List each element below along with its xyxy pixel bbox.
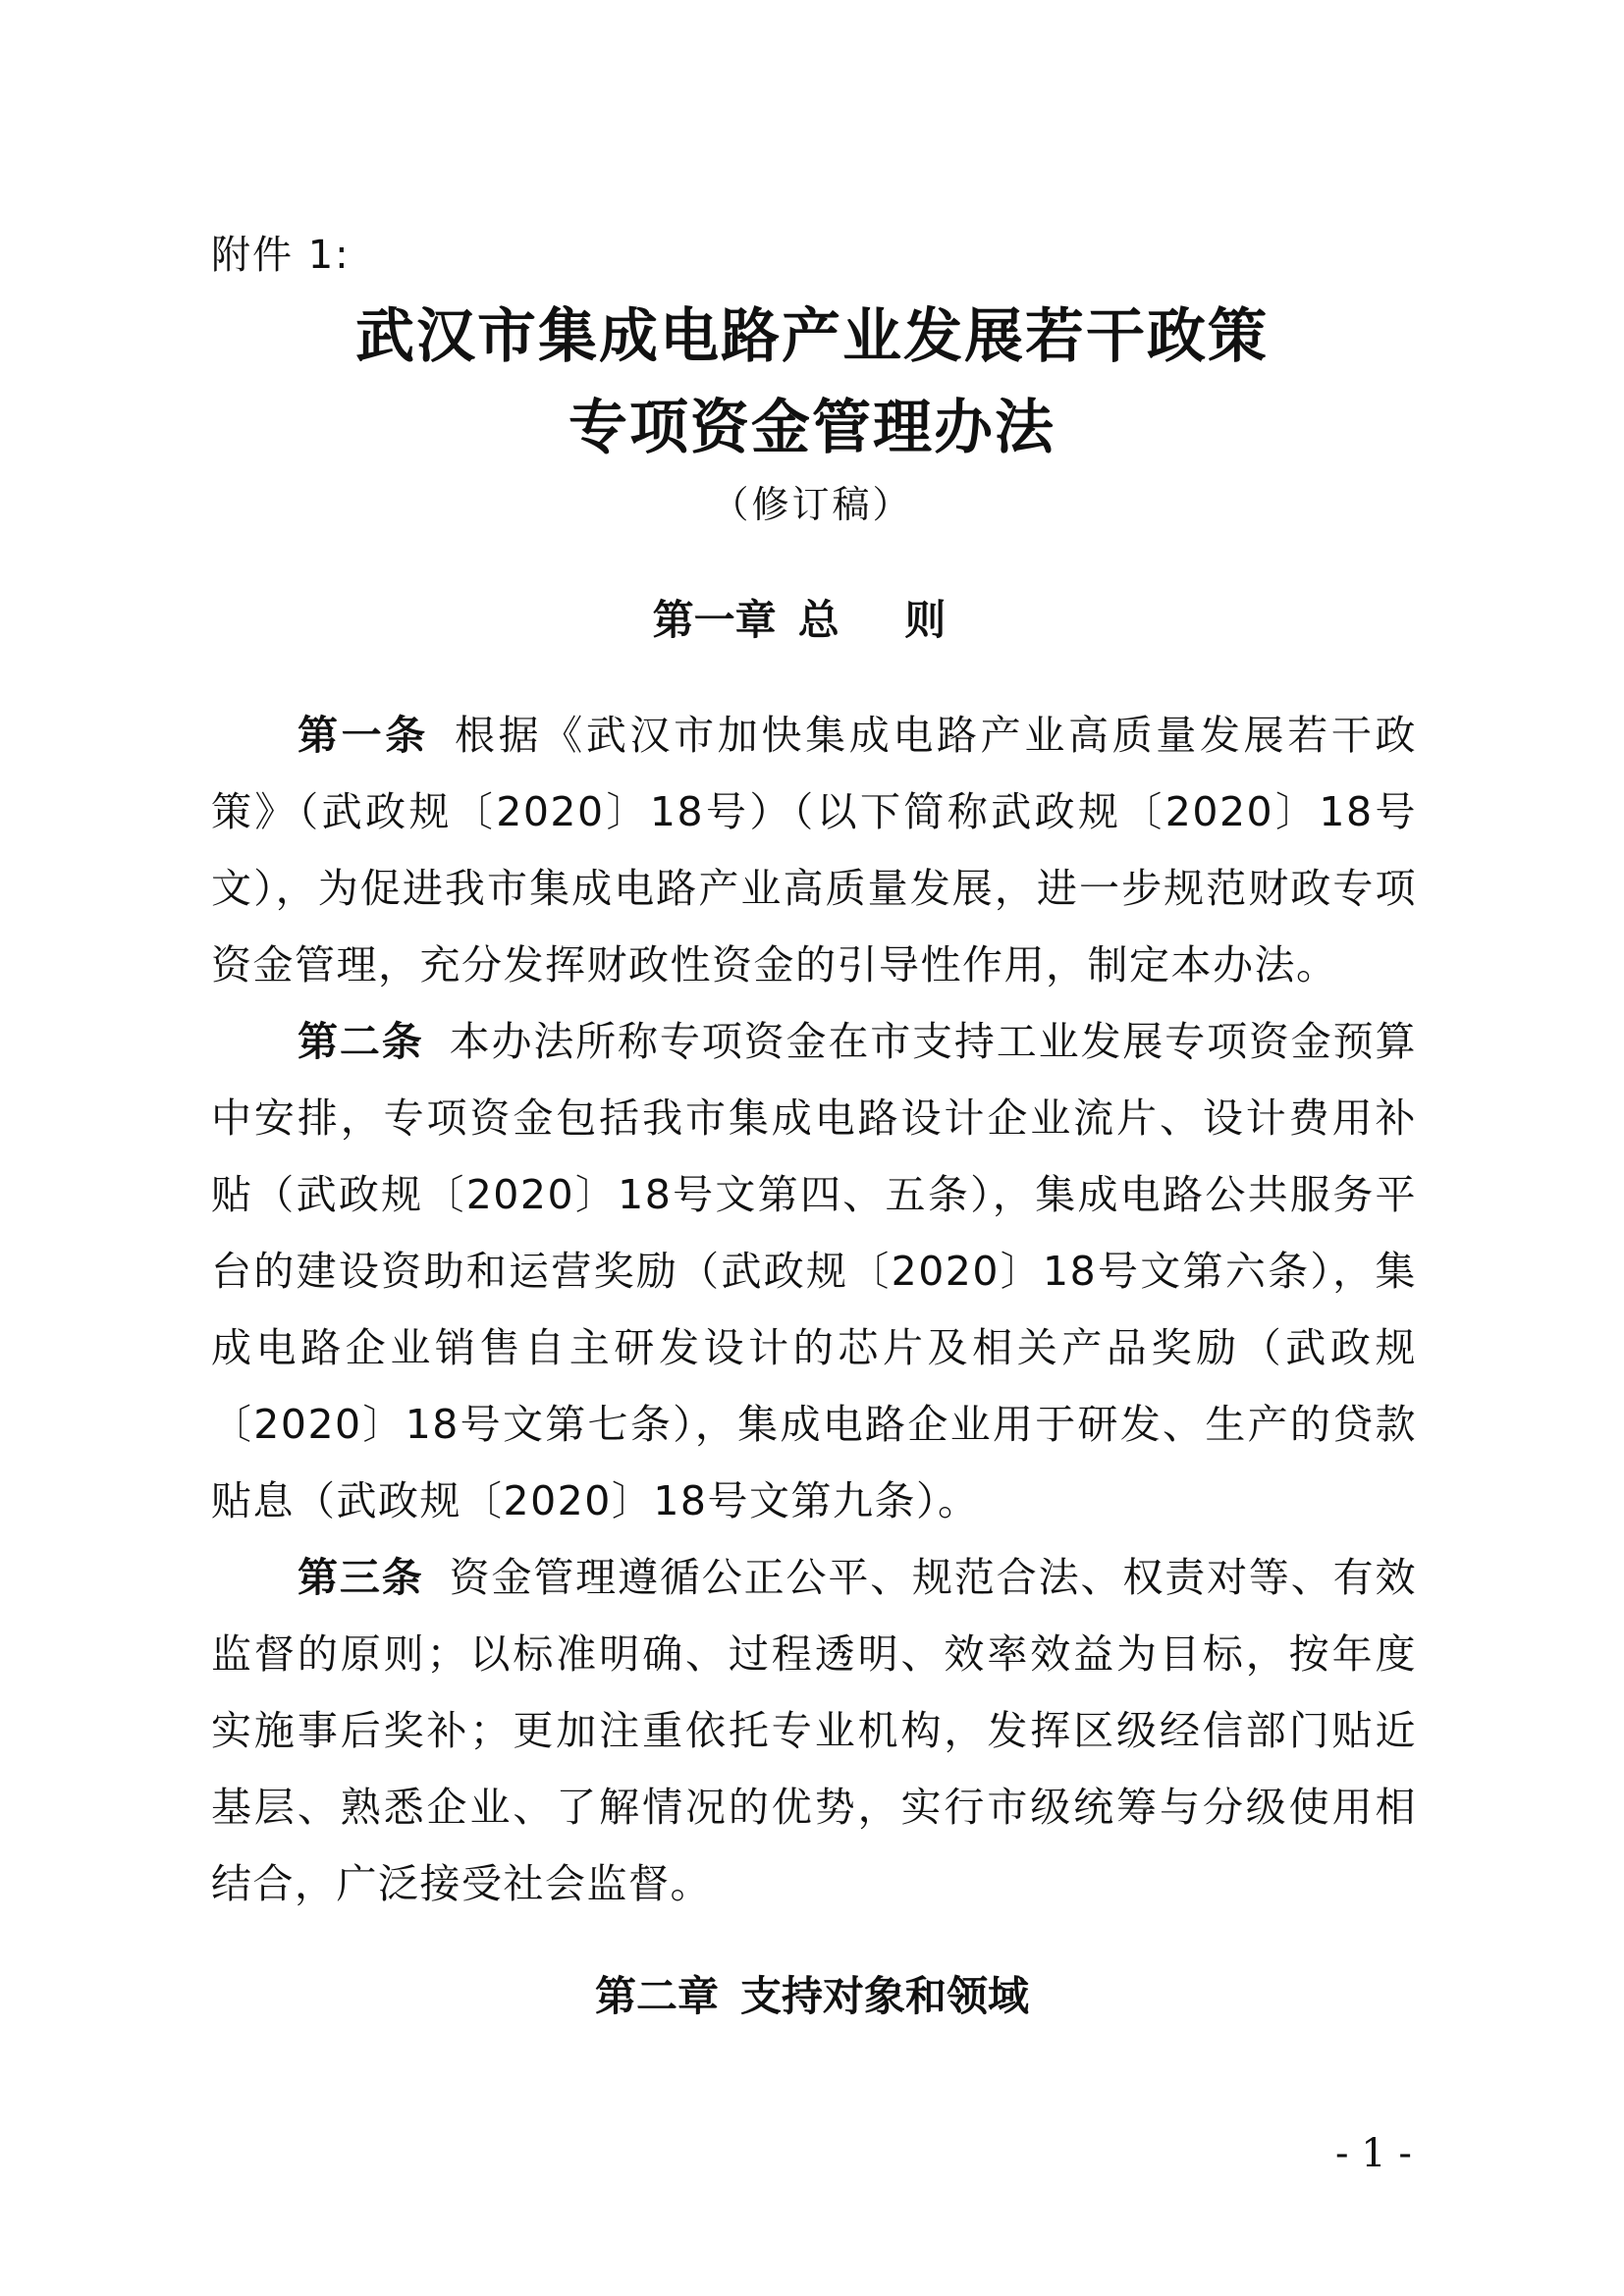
attachment-label: 附件 1: <box>211 233 351 278</box>
article-2-label: 第二条 <box>298 1018 424 1065</box>
article-2-text: 本办法所称专项资金在市支持工业发展专项资金预算中安排，专项资金包括我市集成电路设计企业流片、设计费用补贴（武政规〔2020〕18号文第四、五条），集成电路公共服务平台的建设资助和运营奖励（武政规〔2020〕18号文第六条），集成电路企业销售自主研发设计的芯片及相关产品奖励（武政规〔2020〕18号文第七条），集成电路企业用于研发、生产的贷款贴息（武政规〔2020〕18号文第九条）。 <box>211 1018 1418 1524</box>
article-1-text: 根据《武汉市加快集成电路产业高质量发展若干政策》（武政规〔2020〕18号）（以下简称武政规〔2020〕18号文），为促进我市集成电路产业高质量发展，进一步规范财政专项资金管理，充分发挥财政性资金的引导性作用，制定本办法。 <box>211 712 1417 988</box>
article-3-label: 第三条 <box>298 1554 424 1601</box>
chapter-1-heading <box>0 591 1624 650</box>
article-3-text: 资金管理遵循公正公平、规范合法、权责对等、有效监督的原则；以标准明确、过程透明、效率效益为目标，按年度实施事后奖补；更加注重依托专业机构，发挥区级经信部门贴近基层、熟悉企业、了解情况的优势，实行市级统筹与分级使用相结合，广泛接受社会监督。 <box>211 1554 1418 1907</box>
article-1 <box>211 697 1417 1003</box>
chapter-2-number: 第二章 <box>594 1972 719 2020</box>
article-1-label: 第一条 <box>298 712 429 759</box>
document-title-line-1: 武汉市集成电路产业发展若干政策 <box>355 302 1269 371</box>
document-subtitle: （修订稿） <box>711 483 913 526</box>
article-3 <box>211 1539 1417 1922</box>
page-number: - 1 - <box>1335 2131 1412 2176</box>
chapter-2-name: 支持对象和领域 <box>740 1972 1030 2020</box>
chapter-1-name: 总 则 <box>797 596 972 644</box>
chapter-2-heading <box>0 1967 1624 2026</box>
chapter-1-number: 第一章 <box>652 596 777 644</box>
document-title-line-2: 专项资金管理办法 <box>568 394 1056 462</box>
article-2 <box>211 1003 1417 1539</box>
